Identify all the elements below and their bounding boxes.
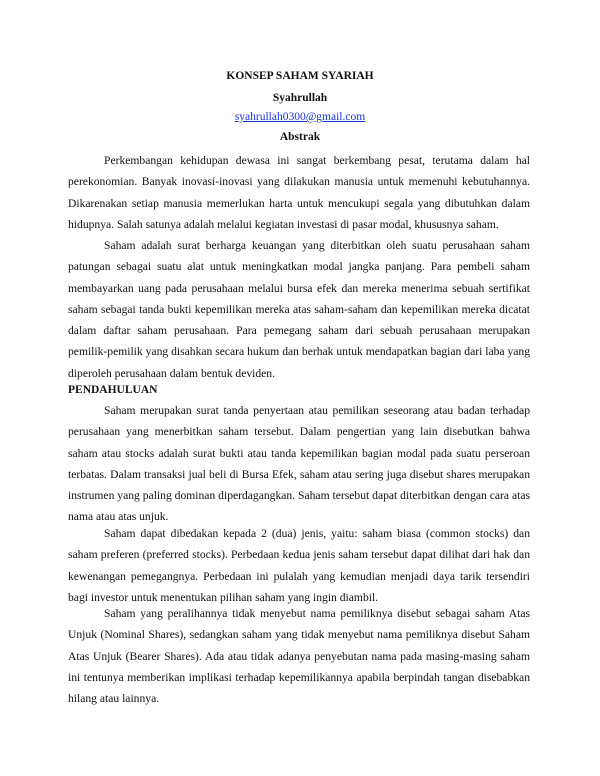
paper-title: KONSEP SAHAM SYARIAH xyxy=(226,70,374,82)
abstract-paragraph-2: Saham adalah surat berharga keuangan yang diterbitkan oleh suatu perusahaan saham patungan sebagai suatu alat untuk meningkatkan modal jangka panjang. Para pembeli saham membayarkan uang pada perusahaan melalui bursa efek dan mereka menerima sebuah sertifikat saham sebagai tanda bukti kepemilikan mereka atas saham-saham dan kepemilikan mereka dicatat dalam daftar saham perusahaan. Para pemegang saham dari sebuah perusahaan merupakan pemilik-pemilik yang disahkan secara hukum dan berhak untuk mendapatkan bagian dari laba yang diperoleh perusahaan dalam bentuk deviden. xyxy=(68,239,530,380)
abstract-heading: Abstrak xyxy=(279,131,321,143)
abstract-paragraph-1: Perkembangan kehidupan dewasa ini sangat berkembang pesat, terutama dalam hal perekonomian. Banyak inovasi-inovasi yang dilakukan manusia untuk memenuhi kebutuhannya. Dikarenakan setiap manusia memerlukan harta untuk mencukupi segala yang dibutuhkan dalam hidupnya. Salah satunya adalah melalui kegiatan investasi di pasar modal, khususnya saham. xyxy=(68,154,530,231)
author-email-link[interactable]: syahrullah0300@gmail.com xyxy=(234,111,366,123)
author-name: Syahrullah xyxy=(272,92,328,104)
section-paragraph-2: Saham dapat dibedakan kepada 2 (dua) jenis, yaitu: saham biasa (common stocks) dan saham preferen (preferred stocks). Perbedaan kedua jenis saham tersebut dapat dilihat dari hak dan kewenangan pemegangnya. Perbedaan ini pulalah yang kemudian menjadi daya tarik tersendiri bagi investor untuk menentukan pilihan saham yang ingin diambil. xyxy=(68,527,530,604)
section-paragraph-3: Saham yang peralihannya tidak menyebut nama pemiliknya disebut sebagai saham Atas Unjuk (Nominal Shares), sedangkan saham yang tidak menyebut nama pemiliknya disebut Saham Atas Unjuk (Bearer Shares). Ada atau tidak adanya penyebutan nama pada masing-masing saham ini tentunya memberikan implikasi terhadap kepemilikannya apabila berpindah tangan disebabkan hilang atau lainnya. xyxy=(68,607,530,706)
section-paragraph-1: Saham merupakan surat tanda penyertaan atau pemilikan seseorang atau badan terhadap perusahaan yang menerbitkan saham tersebut. Dalam pengertian yang lain disebutkan bahwa saham atau stocks adalah surat bukti atau tanda kepemilikan bagian modal pada suatu perseroan terbatas. Dalam transaksi jual beli di Bursa Efek, saham atau sering juga disebut shares merupakan instrumen yang paling dominan diperdagangkan. Saham tersebut dapat diterbitkan dengan cara atas nama atau atas unjuk. xyxy=(68,404,530,524)
section-heading: PENDAHULUAN xyxy=(68,384,158,396)
